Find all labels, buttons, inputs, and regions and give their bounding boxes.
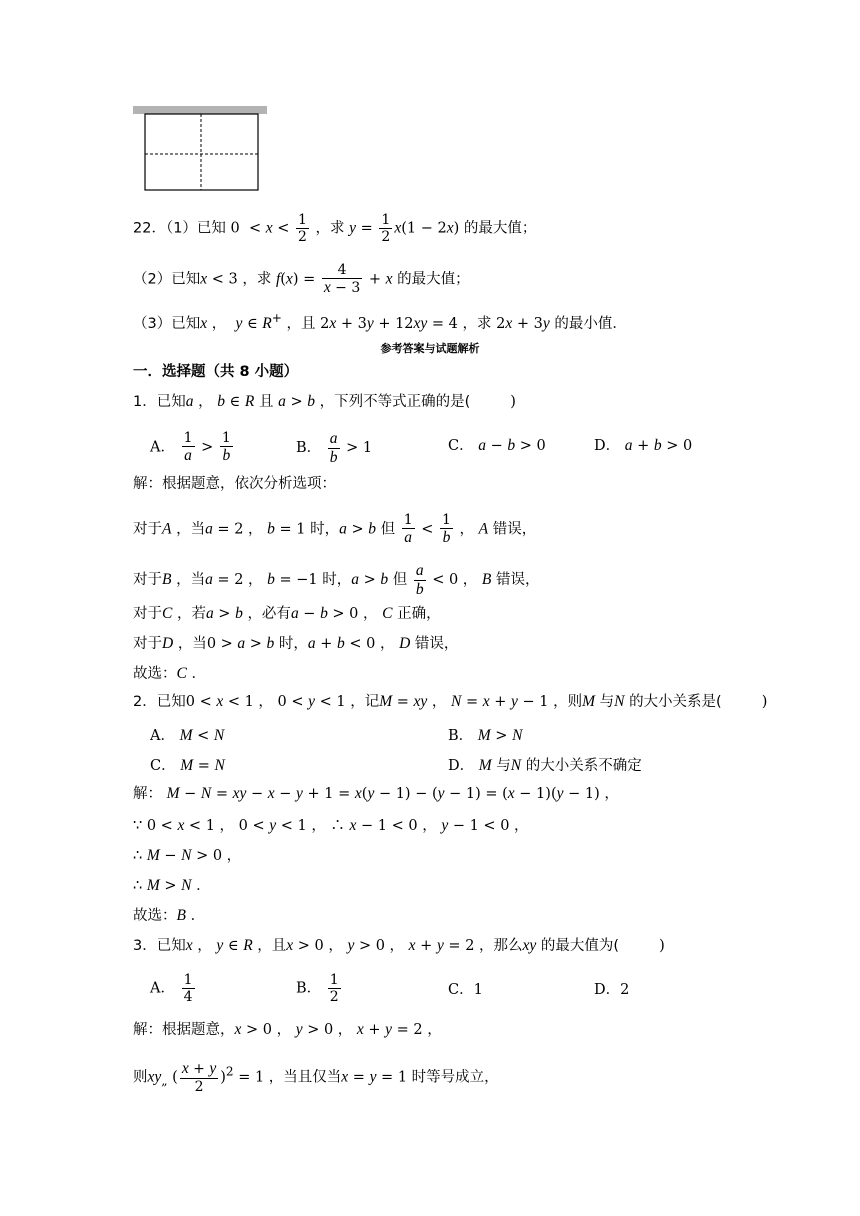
q1-solution-c: 对于C ，若a > b ，必有a − b > 0 ， C 正确， — [133, 605, 441, 622]
q2-option-c: C． M = N — [150, 757, 225, 774]
q1-option-c: C． a − b > 0 — [448, 437, 546, 454]
q2-option-a: A． M < N — [150, 727, 225, 744]
rectangle-figure — [130, 104, 270, 194]
q22-part1: 22．（1）已知 0 < x < $\frac{1}{2}$ ，求 y = $\frac{1}{2}$ x(1 − 2x) 的最大值； — [133, 212, 537, 245]
q1-stem: 1．已知a ， b ∈ R 且 a > b ，下列不等式正确的是( ) — [133, 393, 516, 410]
q1-solution-intro: 解：根据题意，依次分析选项： — [133, 476, 336, 492]
q1-option-b: B． $\frac{a}{b}$ > 1 — [296, 430, 373, 466]
q22-part3: （3）已知x ， y ∈ R+ ，且 2x + 3y + 12xy = 4 ，求 2x + 3y 的最小值． — [133, 311, 627, 332]
answer-title: 参考答案与试题解析 — [380, 342, 480, 355]
q22-part2: （2）已知x < 3 ，求 f(x) = $\frac{4}{x - 3}$ + x 的最大值； — [133, 262, 470, 296]
q2-option-d: D． M 与N 的大小关系不确定 — [448, 757, 642, 774]
q2-answer: 故选：B ． — [133, 907, 206, 924]
q2-solution-4: ∴ M > N ． — [133, 877, 211, 894]
q2-solution-3: ∴ M − N > 0 ， — [133, 847, 242, 864]
q1-solution-a: 对于A ，当a = 2 ， b = 1 时，a > b 但 $\frac{1}{a}$ < $\frac{1}{b}$ ， A 错误， — [133, 512, 537, 546]
section-heading: 一．选择题（共 8 小题） — [133, 364, 299, 380]
q3-option-b: B． $\frac{1}{2}$ — [296, 972, 339, 1005]
q1-solution-d: 对于D ，当0 > a > b 时，a + b < 0 ， D 错误， — [133, 635, 459, 652]
q3-stem: 3．已知x ， y ∈ R ，且x > 0 ， y > 0 ， x + y = 2 ，那么xy 的最大值为( ) — [133, 937, 665, 954]
q1-option-d: D． a + b > 0 — [594, 437, 693, 454]
q1-option-a: A． $\frac{1}{a}$ > $\frac{1}{b}$ — [150, 430, 231, 464]
q3-solution-2: 则$xy_„$ ( $\frac{x + y}{2}$ )$^2$ = 1 ，当且仅当x = y = 1 时等号成立， — [133, 1060, 499, 1095]
q1-solution-b: 对于B ，当a = 2 ， b = −1 时，a > b 但 $\frac{a}{b}$ < 0 ， B 错误， — [133, 562, 540, 598]
q2-solution-2: ∵ 0 < x < 1 ， 0 < y < 1 ， ∴ x − 1 < 0 ， y − 1 < 0 ， — [133, 817, 529, 834]
q2-option-b: B． M > N — [448, 727, 523, 744]
q1-answer: 故选：C ． — [133, 665, 206, 682]
q3-option-c: C．1 — [448, 982, 483, 998]
q2-stem: 2．已知0 < x < 1 ， 0 < y < 1 ，记M = xy ， N = x + y − 1 ，则M 与N 的大小关系是( ) — [133, 693, 768, 710]
q3-option-d: D．2 — [594, 982, 630, 998]
q3-option-a: A． $\frac{1}{4}$ — [150, 972, 193, 1005]
q3-solution-1: 解：根据题意，x > 0 ， y > 0 ， x + y = 2 ， — [133, 1021, 442, 1038]
q2-solution-1: 解： M − N = xy − x − y + 1 = x(y − 1) − (y − 1) = (x − 1)(y − 1) ， — [133, 785, 619, 802]
